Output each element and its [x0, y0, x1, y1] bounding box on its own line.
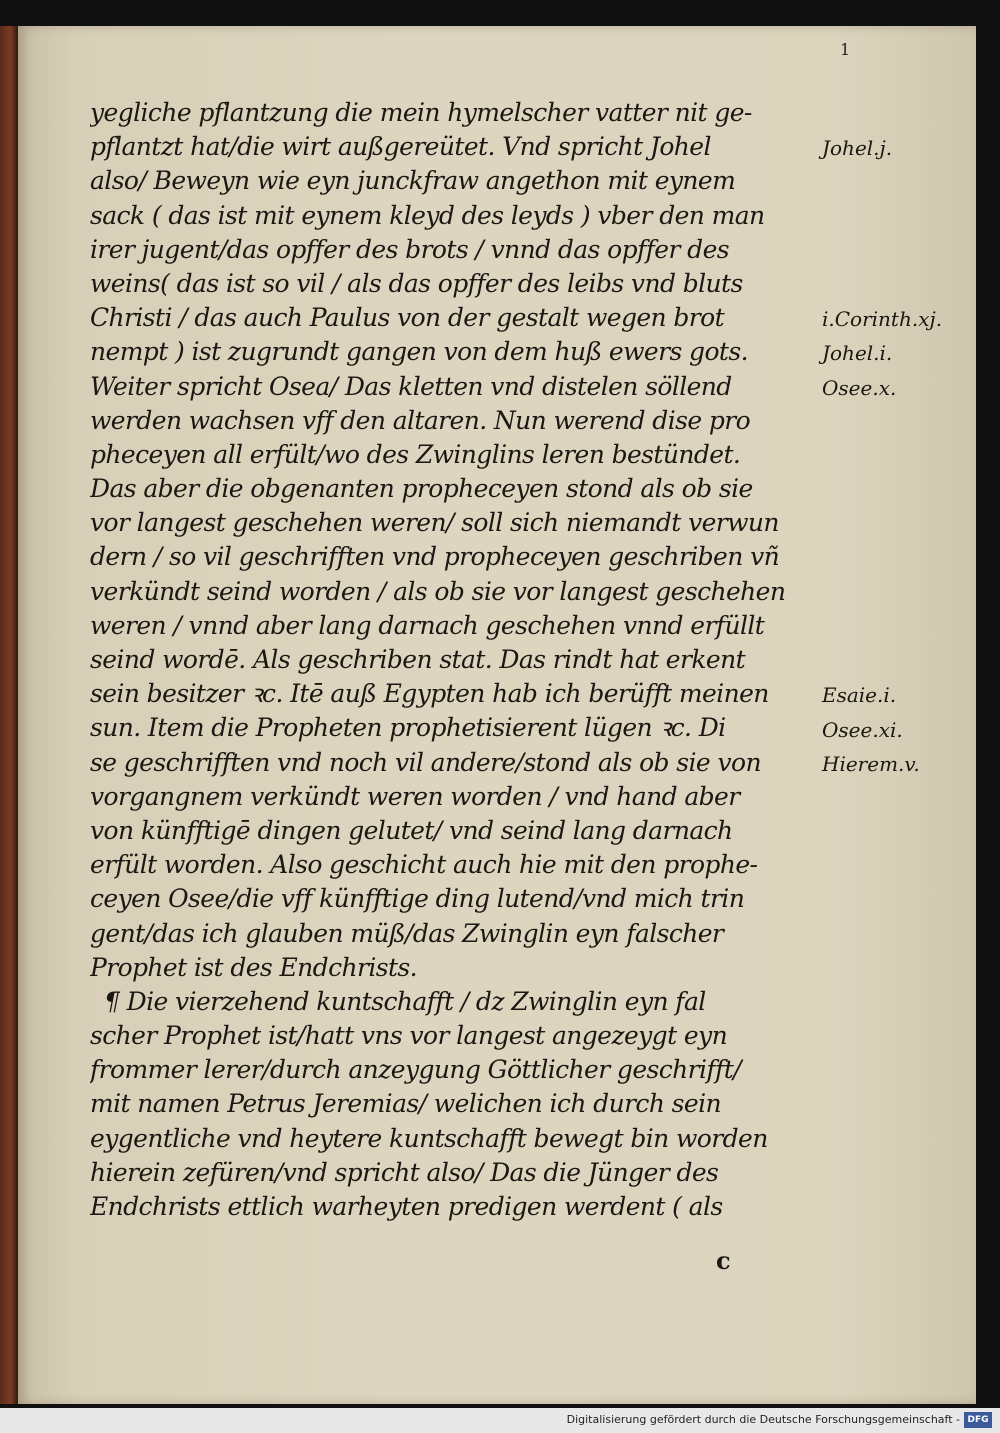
text-line: scher Prophet ist/hatt vns vor langest angezeygt eyn — [90, 1021, 728, 1051]
text-line: weins( das ist so vil / als das opffer des leibs vnd bluts — [90, 268, 743, 298]
text-line: eygentliche vnd heytere kuntschafft bewegt bin worden — [90, 1123, 768, 1153]
text-line: sack ( das ist mit eynem kleyd des leyds ) vber den man — [90, 200, 765, 230]
text-line: gent/das ich glauben müß/das Zwinglin eyn falscher — [90, 918, 724, 948]
text-line: frommer lerer/durch anzeygung Göttlicher geschrifft/ — [90, 1055, 741, 1085]
text-line: Prophet ist des Endchrists. — [90, 952, 417, 982]
text-line: weren / vnnd aber lang darnach geschehen vnnd erfüllt — [90, 610, 765, 640]
footer-bar — [0, 1408, 1000, 1433]
text-line: nempt ) ist zugrundt gangen von dem huß ewers gots. — [90, 337, 748, 367]
text-line: Weiter spricht Osea/ Das kletten vnd distelen söllend — [90, 371, 732, 401]
text-line: mit namen Petrus Jeremias/ welichen ich durch sein — [90, 1089, 721, 1119]
text-line: dern / so vil geschrifften vnd propheceyen geschriben vñ — [90, 542, 780, 572]
margin-note: Johel.j. — [822, 136, 893, 161]
text-line: ¶ Die vierzehend kuntschafft / dz Zwinglin eyn fal — [104, 986, 706, 1016]
margin-note: Esaie.i. — [822, 683, 897, 708]
margin-note: Osee.xi. — [822, 717, 903, 742]
text-line: se geschrifften vnd noch vil andere/stond als ob sie von — [90, 747, 761, 777]
margin-note: i.Corinth.xj. — [822, 307, 943, 332]
text-line: erfült worden. Also geschicht auch hie mit den prophe- — [90, 850, 758, 880]
signature-mark: c — [716, 1246, 731, 1275]
text-line: yegliche pflantzung die mein hymelscher vatter nit ge- — [90, 98, 752, 127]
text-line: irer jugent/das opffer des brots / vnnd das opffer des — [90, 234, 730, 264]
main-text-block — [90, 96, 820, 1224]
text-line: also/ Beweyn wie eyn junckfraw angethon mit eynem — [90, 166, 736, 196]
book-binding-edge — [0, 26, 18, 1404]
text-line: sun. Item die Propheten prophetisierent lügen ꝛc. Di — [90, 713, 726, 743]
text-line: pheceyen all erfült/wo des Zwinglins leren bestündet. — [90, 439, 741, 469]
funding-credit: Digitalisierung gefördert durch die Deutsche Forschungsgemeinschaft - — [566, 1413, 960, 1426]
dfg-logo: DFG — [964, 1412, 992, 1428]
text-line: ceyen Osee/die vff künfftige ding lutend/vnd mich trin — [90, 884, 745, 914]
text-line: vor langest geschehen weren/ soll sich niemandt verwun — [90, 508, 779, 538]
margin-note: Hierem.v. — [822, 751, 920, 776]
text-line: Das aber die obgenanten propheceyen stond als ob sie — [90, 474, 753, 504]
folio-number: 1 — [840, 40, 851, 59]
margin-note: Osee.x. — [822, 375, 897, 400]
text-line: vorgangnem verkündt weren worden / vnd hand aber — [90, 781, 740, 811]
text-line: werden wachsen vff den altaren. Nun werend dise pro — [90, 405, 751, 435]
text-line: verkündt seind worden / als ob sie vor langest geschehen — [90, 576, 786, 606]
text-line: Christi / das auch Paulus von der gestalt wegen brot — [90, 303, 725, 333]
text-line: von künfftigē dingen gelutet/ vnd seind lang darnach — [90, 815, 733, 845]
text-line: pflantzt hat/die wirt außgereütet. Vnd spricht Johel — [90, 132, 711, 162]
text-line: seind wordē. Als geschriben stat. Das rindt hat erkent — [90, 645, 746, 674]
margin-note: Johel.i. — [822, 341, 893, 366]
text-line: Endchrists ettlich warheyten predigen werdent ( als — [90, 1192, 723, 1221]
text-line: hierein zefüren/vnd spricht also/ Das die Jünger des — [90, 1157, 719, 1187]
text-line: sein besitzer ꝛc. Itē auß Egypten hab ich berüfft meinen — [90, 679, 769, 709]
